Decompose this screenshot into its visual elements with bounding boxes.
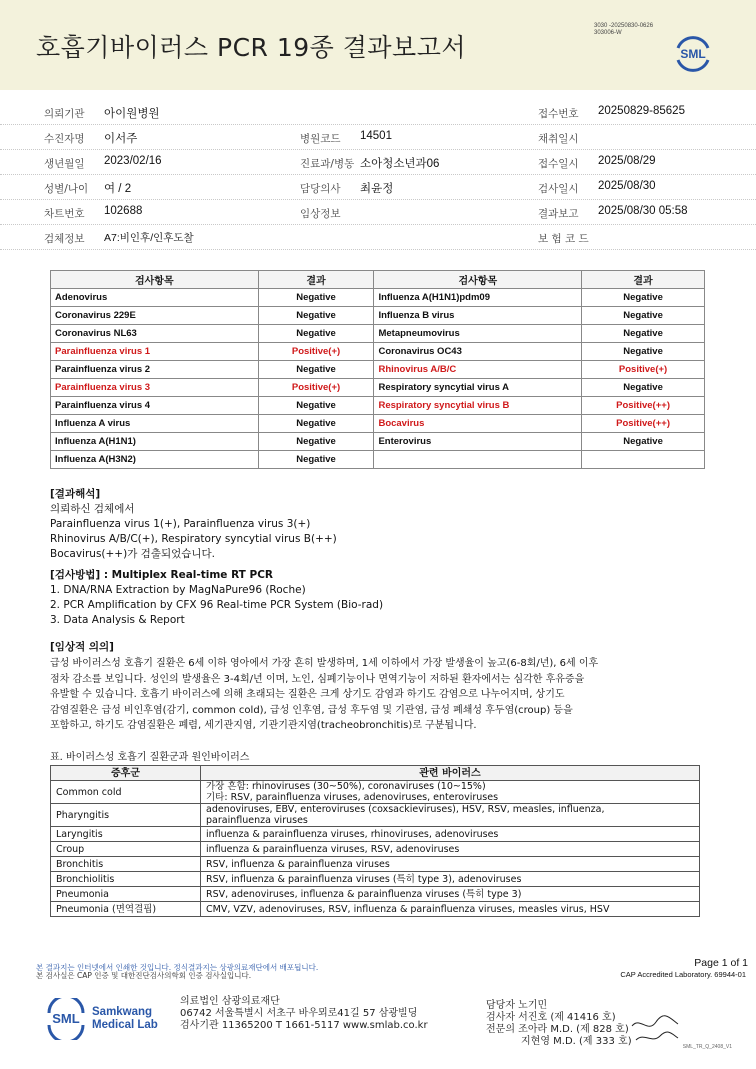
test-item-name: Parainfluenza virus 1: [51, 343, 259, 361]
virus-line: RSV, influenza & parainfluenza viruses (특히 type 3), adenoviruses: [206, 873, 522, 885]
test-item-name: Influenza A(H1N1)pdm09: [374, 289, 582, 307]
virus-table-caption: 표. 바이러스성 호흡기 질환군과 원인바이러스: [50, 752, 250, 763]
test-result: Positive(+): [258, 379, 374, 397]
test-result: Negative: [582, 433, 705, 451]
report-value: 2025/08/30 05:58: [598, 205, 688, 217]
test-result: Negative: [258, 325, 374, 343]
info-row-1: [0, 100, 756, 125]
col-syndrome: 증후군: [51, 766, 201, 781]
related-viruses: [201, 804, 700, 827]
results-row: [51, 451, 705, 469]
specimen-value: A7:비인후/인후도찰: [104, 232, 194, 244]
interpretation-line: Rhinovirus A/B/C(+), Respiratory syncytial virus B(++): [50, 533, 337, 545]
method-heading: [검사방법] : Multiplex Real-time RT PCR: [50, 569, 273, 581]
test-item-name: [374, 451, 582, 469]
virus-line: CMV, VZV, adenoviruses, RSV, influenza & parainfluenza viruses, measles virus, HSV: [206, 903, 610, 915]
virus-line: parainfluenza viruses: [206, 815, 308, 826]
test-date-value: 2025/08/30: [598, 180, 656, 192]
syndrome-name: Laryngitis: [51, 827, 201, 842]
virus-line: 기타: RSV, parainfluenza viruses, adenoviruses, enteroviruses: [206, 792, 499, 803]
receipt-no-label: 접수번호: [538, 108, 579, 120]
syndrome-name: Croup: [51, 842, 201, 857]
cap-accreditation: CAP Accredited Laboratory. 69944-01: [620, 970, 746, 979]
addr-line: 의료법인 삼광의료재단: [180, 996, 280, 1007]
chart-value: 102688: [104, 205, 143, 217]
virus-line: adenoviruses, EBV, enteroviruses (coxsackieviruses), HSV, RSV, measles, influenza,: [206, 804, 605, 815]
specimen-label: 검체정보: [44, 233, 85, 245]
interpretation-line: Parainfluenza virus 1(+), Parainfluenza virus 3(+): [50, 518, 311, 530]
signatories: [486, 1000, 632, 1048]
related-viruses: [201, 902, 700, 917]
virus-row: [51, 842, 700, 857]
test-result: Negative: [258, 415, 374, 433]
virus-line: 가장 흔함: rhinoviruses (30~50%), coronaviruses (10~15%): [206, 781, 486, 792]
report-label: 결과보고: [538, 208, 579, 220]
test-item-name: Influenza A(H1N1): [51, 433, 259, 451]
test-item-name: Parainfluenza virus 2: [51, 361, 259, 379]
clinical-info-label: 임상정보: [300, 208, 341, 220]
syndrome-name: Pneumonia: [51, 887, 201, 902]
virus-line: influenza & parainfluenza viruses, rhinoviruses, adenoviruses: [206, 828, 499, 840]
dob-label: 생년월일: [44, 158, 85, 170]
col-test-item: 검사항목: [51, 271, 259, 289]
hospital-code-value: 14501: [360, 130, 392, 142]
test-item-name: Metapneumovirus: [374, 325, 582, 343]
hospital-code-label: 병원코드: [300, 133, 341, 145]
col-result: 결과: [258, 271, 374, 289]
doc-code-line2: 303006-W: [594, 30, 622, 36]
clinical-line: 감염질환은 급성 비인후염(감기, common cold), 급성 인후염, 급성 후두염 및 기관염, 급성 폐쇄성 후두염(croup) 등을: [50, 704, 573, 716]
interpretation: [50, 487, 337, 562]
test-item-name: Enterovirus: [374, 433, 582, 451]
test-result: Positive(++): [582, 397, 705, 415]
patient-value: 이서주: [104, 133, 138, 145]
results-row: [51, 379, 705, 397]
sign-line: 담당자 노기민: [486, 1000, 548, 1011]
receipt-date-value: 2025/08/29: [598, 155, 656, 167]
virus-row: [51, 857, 700, 872]
virus-line: RSV, adenoviruses, influenza & parainfluenza viruses (특히 type 3): [206, 888, 522, 900]
virus-row: [51, 804, 700, 827]
receipt-no-value: 20250829-85625: [598, 105, 685, 117]
syndrome-name: Bronchitis: [51, 857, 201, 872]
test-item-name: Bocavirus: [374, 415, 582, 433]
results-row: [51, 415, 705, 433]
syndrome-name: Bronchiolitis: [51, 872, 201, 887]
sign-line: 지현영 M.D. (제 333 호): [521, 1036, 632, 1047]
sign-line: 전문의 조아라 M.D. (제 828 호): [486, 1024, 629, 1035]
col-test-item: 검사항목: [374, 271, 582, 289]
patient-label: 수진자명: [44, 133, 85, 145]
interpretation-line: Bocavirus(++)가 검출되었습니다.: [50, 548, 216, 560]
doc-code: [594, 23, 653, 37]
test-result: Negative: [258, 289, 374, 307]
doctor-value: 최윤정: [360, 183, 394, 195]
test-result: Positive(++): [582, 415, 705, 433]
method-line: 2. PCR Amplification by CFX 96 Real-time PCR System (Bio-rad): [50, 599, 384, 611]
footer-logo-text: SML: [52, 1011, 80, 1026]
syndrome-name: Common cold: [51, 781, 201, 804]
page-number: Page 1 of 1: [694, 957, 748, 969]
interpretation-line: 의뢰하신 검체에서: [50, 503, 135, 515]
sign-line: 검사자 서진호 (제 41416 호): [486, 1012, 616, 1023]
brand-line2: Medical Lab: [92, 1019, 158, 1031]
results-header-row: [51, 271, 705, 289]
virus-row: [51, 872, 700, 887]
accreditation-disclaimer: 본 검사실은 CAP 인증 및 대한진단검사의학회 인증 검사실입니다.: [36, 971, 252, 980]
insurance-label: 보 험 코 드: [538, 233, 589, 245]
form-code: SML_TR_Q_2408_V1: [682, 1044, 732, 1050]
test-result: Negative: [582, 307, 705, 325]
test-result: Negative: [258, 307, 374, 325]
test-item-name: Adenovirus: [51, 289, 259, 307]
test-item-name: Parainfluenza virus 3: [51, 379, 259, 397]
collection-date-label: 채취일시: [538, 133, 579, 145]
clinical-meaning-heading: [임상적 의의]: [50, 641, 114, 653]
test-result: [582, 451, 705, 469]
results-row: [51, 397, 705, 415]
info-row-5: [0, 200, 756, 225]
doc-code-line1: 3030 -20250830-0626: [594, 23, 654, 29]
test-result: Negative: [258, 361, 374, 379]
sex-age-value: 여 / 2: [104, 183, 132, 195]
test-item-name: Influenza A(H3N2): [51, 451, 259, 469]
related-viruses: [201, 781, 700, 804]
results-row: [51, 433, 705, 451]
method: [50, 568, 383, 628]
virus-row: [51, 827, 700, 842]
virus-line: influenza & parainfluenza viruses, RSV, adenoviruses: [206, 843, 460, 855]
clinical-meaning-text: [50, 656, 690, 734]
institution-label: 의뢰기관: [44, 108, 85, 120]
department-label: 진료과/병동: [300, 158, 355, 170]
sml-footer-logo: [44, 998, 88, 1040]
test-result: Negative: [582, 289, 705, 307]
results-row: [51, 361, 705, 379]
related-viruses: [201, 842, 700, 857]
info-row-3: [0, 150, 756, 175]
col-related-virus: 관련 바이러스: [201, 766, 700, 781]
clinical-meaning-heading-wrap: [50, 640, 114, 655]
info-row-2: [0, 125, 756, 150]
test-item-name: Coronavirus OC43: [374, 343, 582, 361]
clinical-line: 유발할 수 있습니다. 호흡기 바이러스에 의해 초래되는 질환은 크게 상기도 감염과 하기도 감염으로 나누어지며, 상기도: [50, 689, 565, 701]
virus-row: [51, 902, 700, 917]
virus-line: RSV, influenza & parainfluenza viruses: [206, 858, 390, 870]
related-viruses: [201, 857, 700, 872]
results-row: [51, 289, 705, 307]
addr-line: 06742 서울특별시 서초구 바우뫼로41길 57 삼광빌딩: [180, 1008, 418, 1019]
internet-print-disclaimer: 본 결과지는 인터넷에서 인쇄한 것입니다. 정식결과지는 상광의료재단에서 배포됩니다.: [36, 963, 319, 972]
lab-address: [180, 996, 428, 1032]
receipt-date-label: 접수일시: [538, 158, 579, 170]
results-row: [51, 307, 705, 325]
department-value: 소아청소년과06: [360, 158, 440, 170]
brand-name: [92, 1006, 158, 1032]
related-viruses: [201, 887, 700, 902]
results-row: [51, 343, 705, 361]
clinical-line: 급성 바이러스성 호흡기 질환은 6세 이하 영아에서 가장 흔히 발생하며, 1세 이하에서 가장 발생율이 높고(6-8회/년), 6세 이후: [50, 658, 599, 669]
test-item-name: Rhinovirus A/B/C: [374, 361, 582, 379]
syndrome-name: Pharyngitis: [51, 804, 201, 827]
related-viruses: [201, 827, 700, 842]
test-item-name: Influenza B virus: [374, 307, 582, 325]
test-result: Positive(+): [582, 361, 705, 379]
test-result: Negative: [582, 325, 705, 343]
dob-value: 2023/02/16: [104, 155, 162, 167]
virus-header-row: [51, 766, 700, 781]
test-result: Negative: [258, 433, 374, 451]
method-line: 1. DNA/RNA Extraction by MagNaPure96 (Roche): [50, 584, 306, 596]
info-row-6: [0, 225, 756, 250]
virus-table: [50, 765, 700, 917]
clinical-line: 포함하고, 하기도 감염질환은 폐렴, 세기관지염, 기관기관지염(tracheobronchitis)로 구분됩니다.: [50, 720, 477, 732]
institution-value: 아이원병원: [104, 108, 160, 120]
virus-row: [51, 781, 700, 804]
chart-label: 차트번호: [44, 208, 85, 220]
results-row: [51, 325, 705, 343]
sex-age-label: 성별/나이: [44, 183, 89, 195]
logo-text: SML: [680, 47, 706, 61]
test-item-name: Respiratory syncytial virus B: [374, 397, 582, 415]
clinical-line: 점차 감소를 보입니다. 성인의 발생율은 3-4회/년 이며, 노인, 심폐기능이나 면역기능이 저하된 환자에서는 심각한 후유증을: [50, 673, 585, 685]
doctor-label: 담당의사: [300, 183, 341, 195]
test-item-name: Respiratory syncytial virus A: [374, 379, 582, 397]
test-item-name: Coronavirus NL63: [51, 325, 259, 343]
method-line: 3. Data Analysis & Report: [50, 614, 185, 626]
test-result: Negative: [582, 343, 705, 361]
addr-line: 검사기관 11365200 T 1661-5117 www.smlab.co.kr: [180, 1020, 428, 1031]
syndrome-name: Pneumonia (면역결핍): [51, 902, 201, 917]
sml-logo: [672, 34, 714, 72]
virus-row: [51, 887, 700, 902]
info-row-4: [0, 175, 756, 200]
test-item-name: Coronavirus 229E: [51, 307, 259, 325]
signature-scribble: [630, 1014, 680, 1046]
col-result: 결과: [582, 271, 705, 289]
interpretation-heading: [결과해석]: [50, 488, 101, 500]
results-table: [50, 270, 705, 469]
test-item-name: Influenza A virus: [51, 415, 259, 433]
report-title: 호흡기바이러스 PCR 19종 결과보고서: [36, 33, 467, 62]
related-viruses: [201, 872, 700, 887]
test-date-label: 검사일시: [538, 183, 579, 195]
test-result: Negative: [258, 397, 374, 415]
brand-line1: Samkwang: [92, 1006, 153, 1018]
test-result: Negative: [582, 379, 705, 397]
test-result: Negative: [258, 451, 374, 469]
test-result: Positive(+): [258, 343, 374, 361]
test-item-name: Parainfluenza virus 4: [51, 397, 259, 415]
